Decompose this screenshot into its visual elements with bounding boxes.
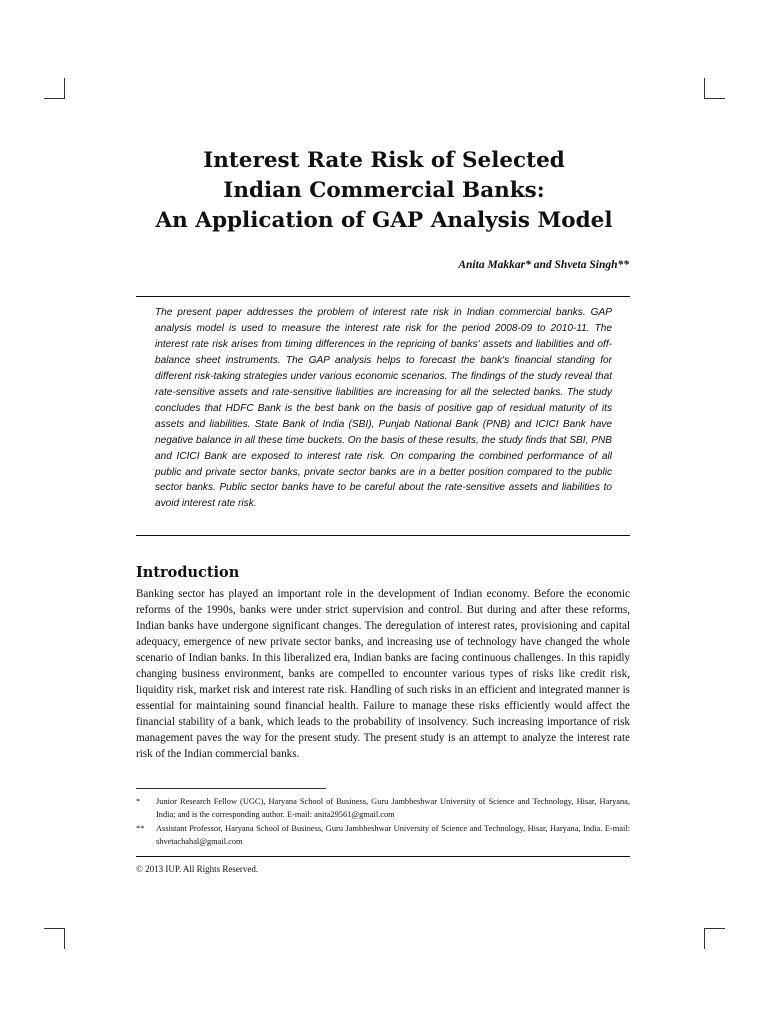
title-line-2: Indian Commercial Banks: [223, 178, 545, 203]
footnote [136, 823, 630, 848]
title-line-1: Interest Rate Risk of Selected [203, 148, 565, 173]
crop-mark-bottom-right [704, 928, 725, 949]
copyright-notice: © 2013 IUP. All Rights Reserved. [136, 864, 259, 874]
title-line-3: An Application of GAP Analysis Model [155, 208, 613, 233]
introduction-heading: Introduction [136, 564, 240, 581]
paper-title [80, 146, 688, 236]
footnote-mark: * [136, 797, 141, 806]
crop-mark-top-left [44, 78, 65, 99]
crop-mark-top-right [704, 78, 725, 99]
crop-mark-bottom-left [44, 928, 65, 949]
abstract-top-rule [136, 296, 630, 297]
authors: Anita Makkar* and Shveta Singh** [458, 259, 629, 271]
footnote-text: Junior Research Fellow (UGC), Haryana School of Business, Guru Jambheshwar University of Science and Technology, Hisar, Haryana, India; and is the corresponding author. E-mail: anita29561@gmail.com [156, 797, 630, 819]
footnote-rule [136, 788, 326, 789]
footnotes [136, 796, 630, 850]
abstract: The present paper addresses the problem of interest rate risk in Indian commercial banks. GAP analysis model is used to measure the interest rate risk for the period 2008-09 to 2010-11. The interest rate risk arises from timing differences in the repricing of banks' assets and liabilities and off-balance sheet instruments. The GAP analysis helps to forecast the bank's financial standing for different risk-taking strategies under various economic scenarios. The findings of the study reveal that rate-sensitive assets and rate-sensitive liabilities are increasing for all the selected banks. The study concludes that HDFC Bank is the best bank on the basis of positive gap of residual maturity of its assets and liabilities. State Bank of India (SBI), Punjab National Bank (PNB) and ICICI Bank have negative balance in all these time buckets. On the basis of these results, the study finds that SBI, PNB and ICICI Bank are exposed to interest rate risk. On comparing the combined performance of all public and private sector banks, private sector banks are in a better position compared to the public sector banks. Public sector banks have to be careful about the rate-sensitive assets and liabilities to avoid interest rate risk. [155, 307, 612, 510]
introduction-body: Banking sector has played an important role in the development of Indian economy. Before the economic reforms of the 1990s, banks were under strict supervision and control. But during and after these reforms, Indian banks have undergone significant changes. The deregulation of interest rates, provisioning and capital adequacy, emergence of new private sector banks, and increasing use of technology have changed the whole scenario of Indian banks. In this liberalized era, Indian banks are facing continuous challenges. In this rapidly changing business environment, banks are compelled to encounter various types of risks like credit risk, liquidity risk, market risk and interest rate risk. Handling of such risks in an efficient and integrated manner is essential for maintaining sound financial health. Failure to manage these risks efficiently would affect the financial stability of a bank, which leads to the probability of insolvency. Such increasing importance of risk management paves the way for the present study. The present study is an attempt to analyze the interest rate risk of the Indian commercial banks. [136, 588, 630, 760]
footnote [136, 796, 630, 821]
footnote-mark: ** [136, 824, 145, 834]
copyright-rule [136, 856, 630, 857]
abstract-bottom-rule [136, 535, 630, 536]
footnote-text: Assistant Professor, Haryana School of Business, Guru Jambheshwar University of Science and Technology, Hisar, Haryana, India. E-mail: shvetachahal@gmail.com [156, 824, 630, 846]
